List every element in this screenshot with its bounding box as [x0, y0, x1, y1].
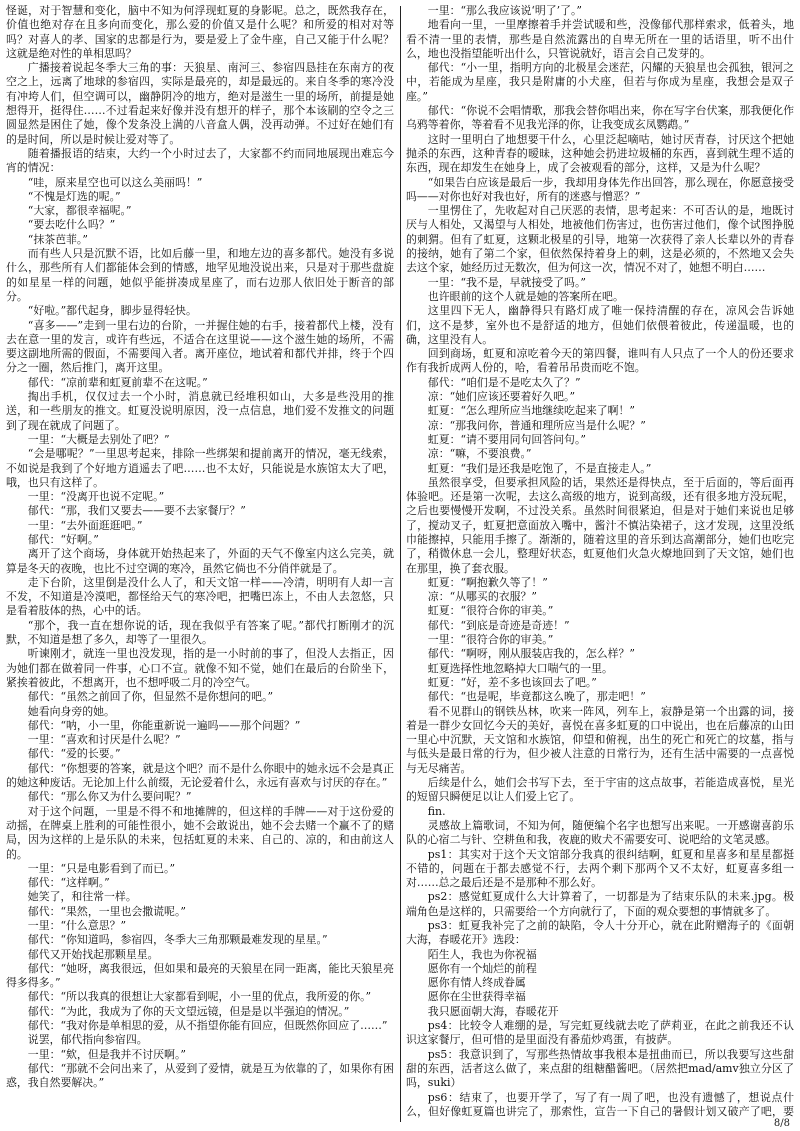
- paragraph: 凉：“她们应该还要着好久吧。”: [427, 390, 576, 404]
- paragraph: “大家，都很幸福呢。”: [27, 204, 132, 218]
- paragraph: 怪诞，对于智慧和变化，脑中不知为何浮现虹夏的身影呢。总之，既然我存在，价值也绝对存在且多向而变化，那么爱的价值又是什么呢？和所爱的相对对等吗？对喜人的孝、国家的忠都是行为，要是爱上了金牛座，自己又能于什么呢？这就是绝对性的单相思吗？: [6, 4, 394, 60]
- paragraph: 一里：“去外面逛逛吧。”: [27, 518, 143, 532]
- paragraph: ps6：结束了，也要开学了，写了有一周了吧，也没有遗憾了，想说点什么，但好像虹夏篇也讲完了，那索性，宣告一下自己的暑假计划又破产了吧，要: [406, 1090, 794, 1118]
- paragraph: 郁代：“啊呀，刚从服装店我的，怎么样？”: [427, 647, 635, 661]
- paragraph: 郁代：“到底是奇迹是奇迹！”: [427, 618, 570, 632]
- paragraph: 郁代：“好啊。”: [27, 532, 99, 546]
- paragraph: 一里愣住了，先收起对自己厌恶的表情，思考起来：不可否认的是，地既讨厌与人相处，又渴望与人相处，地被他们伤害过，也伤害过他们，像个试图挣脱的刺猬。但有了虹夏，这颗北极星的引导，地第一次获得了亲人长辈以外的青春的接纳，她有了第二个家，但依然保持着身上的刺，这是必须的，不然地又会失去这个家，她经历过无数次，但为何这一次，情况不对了，她想不明白……: [406, 204, 794, 275]
- paragraph: 随着播报语的结束，大约一个小时过去了，大家都不约而同地展现出难忘今宵的情况：: [6, 146, 394, 175]
- paragraph: 郁代：“你知道吗，参宿四，冬季大三角那颗最难发现的星星。”: [27, 933, 328, 947]
- paragraph: 郁代：“她呀，离我很远，但如果和最亮的天狼星在同一距离，能比天狼星亮得多得多。”: [6, 961, 394, 990]
- paragraph: 一里：“很符合你的审美。”: [427, 633, 554, 647]
- paragraph: 郁代：“果然，一里也会撒谎呢。”: [27, 904, 186, 918]
- paragraph: 郁代：“凉前辈和虹夏前辈不在这呢。”: [27, 375, 208, 389]
- paragraph: fin.: [427, 804, 446, 818]
- paragraph: “喜多——”走到一里右边的台阶，一并握住她的右手，接着都代上楼，没有去在意一里的发言，或许有些远，不适合在这里说——这个滋生她的场所，不需要这副地所需的假面，不需要闯入者。离开座位，地试着和都代并排，终于个四分之一圈，然后推门，离开这里。: [6, 318, 394, 375]
- paragraph: 陌生人，我也为你祝福: [427, 947, 537, 961]
- paragraph: 一里：“欸，但是我并不讨厌啊。”: [27, 1047, 186, 1061]
- paragraph: 愿你有情人终成眷属: [427, 976, 526, 990]
- paragraph: 郁代：“也是呢，毕竟都这么晚了，那走吧！”: [427, 690, 646, 704]
- paragraph: ps4：比较令人难绷的是，写完虹夏线就去吃了萨莉亚，在此之前我还不认识这家餐厅，但可惜的是里面没有番茄炒鸡蛋，有披萨。: [406, 1019, 794, 1047]
- paragraph: 她笑了，和往常一样。: [27, 890, 137, 904]
- right-text-column: [406, 4, 794, 1119]
- paragraph: 说罢，郁代指向参宿四。: [27, 1033, 148, 1047]
- paragraph: 虹夏：“我们是还我是吃饱了，不是直接走人。”: [427, 461, 652, 475]
- paragraph: 虹夏：“很符合你的审美。”: [427, 604, 554, 618]
- paragraph: 一里：“我不是，早就接受了吗。”: [427, 275, 586, 289]
- paragraph: 郁代：“你说不会唱情歌，那我会替你唱出来，你在写字台伏案，那我便化作乌鸦等着你，等着看不见我光泽的你，让我变成玄凤鹦鹉。”: [406, 104, 794, 132]
- paragraph: 一里：“大概是去别处了吧？”: [27, 432, 170, 446]
- paragraph: 郁代又开始找起那颗星星。: [27, 947, 159, 961]
- paragraph: 愿你在尘世获得幸福: [427, 990, 526, 1004]
- paragraph: 郁代：“我对你是单相思的爱，从不指望你能有回应，但既然你回应了……”: [27, 1019, 388, 1033]
- paragraph: 虹夏选择性地忽略掉大口喘气的一里。: [427, 661, 613, 675]
- paragraph: 也许眼前的这个人就是她的答案所在吧。: [427, 289, 624, 303]
- paragraph: 郁代：“小一里，指明方向的北极星会迷茫，闪耀的天狼星也会孤独，银河之中，若能成为星座，我只是附庸的小犬座，但若与你成为星座，我想会是双子座。”: [406, 61, 794, 103]
- paragraph: 地看向一里，一里摩擦着手并尝试暖和些，没像郁代那样索求，低着头，地看不清一里的表情，那些是自然流露出的自卑无所在一里的话语里，听不出什么，地也没指望能听出什么，只管说就好，语言会自己发芽的。: [406, 18, 794, 60]
- paragraph: 听谏刚才，就连一里也没发现，指的是一小时前的事了，但没人去指正，因为她们都在做着同一件事，心口不宣。就像不知不觉，她们在最后的台阶坐下，紧挨着彼此，不想离开，也不想呼吸二月的冷空气。: [6, 647, 394, 689]
- paragraph: ps2：感觉虹夏成什么大计算着了，一切都是为了结束乐队的未来.jpg。极端角色是这样的，只需要给一个方向就行了，下面的观众要想的事情就多了。: [406, 890, 794, 918]
- paragraph: 回到商场，虹夏和凉吃着今天的第四餐，谁叫有人只点了一个人的份还要求作有我折成两人份的，哈，看着吊吊贵而吃不饱。: [406, 347, 794, 375]
- paragraph: 郁代：“呐，小一里，你能重新说一遍吗——那个问题？”: [27, 718, 301, 732]
- paragraph: “好啦。”都代起身，脚步显得轻快。: [27, 304, 197, 318]
- paragraph: 郁代：“虽然之前回了你，但显然不是你想问的吧。”: [27, 690, 274, 704]
- paragraph: 郁代：“那，我们又要去——要不去家餐厅？”: [27, 504, 246, 518]
- paragraph: 郁代：“这样啊。”: [27, 876, 110, 890]
- paragraph: 郁代：“你想要的答案，就是这个吧？而不是什么你眼中的她永远不会是真正的她这种废话。无论加上什么前缀，无论爱着什么，永远有喜欢与讨厌的存在。”: [6, 761, 394, 790]
- paragraph: 郁代：“那就不会问出来了，从爱到了爱情，就是互为依靠的了，如果你有困惑，我自然要解决。”: [6, 1061, 394, 1090]
- paragraph: 郁代：“所以我真的很想让大家都看到呢，小一里的优点，我所爱的你。”: [27, 990, 372, 1004]
- paragraph: 虽然很享受，但要承担风险的话，果然还是得快点，至于后面的，等后面再体验吧。还是第一次呢，去这么高级的地方，说到高级，还有很多地方没玩呢，之后也要慢慢开发啊，不过没关系。虽然时间很紧迫，但是对于她们来说也足够了，搅动叉子，虹夏把意面放入嘴中，酱汁不慎沾染裙子，这才发现，这里没纸巾能擦掉，只能用手擦了。渐渐的，随着这里的音乐到达高潮部分，她们也吃完了，稍微休息一会儿，整理好状态，虹夏他们火急火燎地回到了天文馆，她们也在那里，换了套衣服。: [406, 475, 794, 575]
- paragraph: 虹夏：“请不要用同句回答问句。”: [427, 432, 586, 446]
- paragraph: 一里：“那么我应该说‘明了’了。”: [427, 4, 582, 17]
- paragraph: 离开了这个商场，身体就开始热起来了，外面的天气不像室内这么完美，就算是冬天的夜晚，也比不过空调的寒冷，虽然它倘也不分俏伴就是了。: [6, 547, 394, 575]
- paragraph: 后续是什么，她们会书写下去，至于宇宙的这点故事，若能造成喜悦，星光的短留只瞬便足以让人们爱上它了。: [406, 776, 794, 804]
- paragraph: 一里：“没离开也说不定呢。”: [27, 490, 165, 504]
- paragraph: 对于这个问题，一里是不得不和地摊牌的，但这样的手牌——对于这份爱的动摇，在牌桌上胜利的可能性很小，她不会敢说出，她不会去赌一个赢不了的赌局，因为这样的上是乐队的未来，包括虹夏的未来、自己的、凉的，和由前这人的。: [6, 804, 394, 861]
- paragraph: 看不见群山的钢铁丛林，吹来一阵风，列车上，寂静是第一个出露的词，接着是一群少女回忆今天的美好，喜悦在喜多虹夏的口中说出，也在后藤凉的山田一里心中沉默，天文馆和水族馆，仰望和俯视，出生的死亡和死亡的坟墓，指与与低头是最日常的行为，但少被人注意的日常行为，还有生活中需要的一点喜悦与无尽痛苦。: [406, 704, 794, 775]
- paragraph: “抹茶芭菲。”: [27, 232, 88, 246]
- paragraph: ps5：我意识到了，写那些热情故事我根本是扭曲而已，所以我要写这些甜甜的东西，活者这么做了，来点甜的组糖醋酱吧。（居然把mad/amv独立分区了吗，suki）: [406, 1047, 794, 1090]
- paragraph: “要去吃什么吗？”: [27, 218, 116, 232]
- paragraph: “会是哪呢？”一里思考起来，排除一些绑架和提前离开的情况，毫无线索，不如说是我到了个好地方逍遥去了吧……也不太好，只能说是水族馆太大了吧，哦，也只有这样了。: [6, 447, 394, 489]
- paragraph: 这时一里明白了地想要干什么，心里泛起嘀咕，她讨厌青春，讨厌这个把她抛杀的东西，这种青春的暧昧，这种她会扔进垃圾桶的东西，喜到就生理不适的东西，现在却发生在她身上，成了会被观看的部分，这样，又是为什么呢？: [406, 132, 794, 175]
- paragraph: ps3：虹夏我补完了之前的缺陷，令人十分开心，就在此附赠海子的《面朝大海，春暖花开》选段：: [406, 919, 794, 947]
- paragraph: 灵感故上篇歌词，不知为何，随便编个名字也想写出来呢。一开感谢喜韵乐队的心宿二与针、空耕鱼和我，夜鹿的败犬不需要安可、说吧给的文笔灵感。: [406, 818, 794, 847]
- paragraph: 广播接着说起冬季大三角的事：天狼星、南河三、参宿四恳挂在东南方的夜空之上，远离了地球的参宿四，实际是最亮的，却是最远的。来自冬季的寒冷没有冲垮人们，但空调可以，幽静阴冷的地方，绝对是滋生一里的场所，前提是她想得开，挺得住……不过看起来好像并没有想开的样子，那个本该刷的空令之三圆显然是困住了她，像个发条没上满的八音盒人偶，没再动弹。不过好在她们有的是时间，所以是时候让爱对等了。: [6, 61, 394, 146]
- page-number: 8/8: [773, 1118, 790, 1129]
- paragraph: 郁代：“爱的长要。”: [27, 747, 121, 761]
- paragraph: 郁代：“那么你又为什么要问呢？”: [27, 790, 192, 804]
- paragraph: 我只愿面朝大海，春暖花开: [427, 1004, 559, 1018]
- paragraph: 而有些人只是沉默不语，比如后藤一里，和地左边的喜多都代。她没有多说什么，那些所有人们都能体会到的情感，地罕见地没说出来，只是对于那些盘旋的如星星一样的问题，她似乎能拼凑成星座了，而右边那人依旧处于断音的部分。: [6, 247, 394, 303]
- paragraph: “那个，我一直在想你说的话，现在我似乎有答案了呢。”都代打断刚才的沉默，不知道是想了多久，却等了一里很久。: [6, 618, 394, 647]
- paragraph: “如果告白应该是最后一步，我却用身体先作出回答，那么现在，你愿意接受吗——对你也好对我也好，所有的迷惑与憎恶？”: [406, 175, 794, 203]
- paragraph: 虹夏：“好，差不多也该回去了吧。”: [427, 675, 597, 689]
- paragraph: 郁代：“为此，我成为了你的天文望远镜，但是是以半强迫的情况。”: [27, 1004, 350, 1018]
- paragraph: 这里四下无人，幽静得只有路灯成了唯一保持清醒的存在，凉风会告诉她们，这不是梦，室外也不是舒适的地方，但她们依偎着彼此，传递温暖，也的确，这里没有人。: [406, 304, 794, 346]
- paragraph: 一里：“喜欢和讨厌是什么呢？”: [27, 733, 181, 747]
- paragraph: 虹夏：“啊抱歉久等了！”: [427, 575, 548, 589]
- column-divider: [394, 4, 406, 1131]
- paragraph: 一里：“只是电影看到了而已。”: [27, 861, 176, 875]
- paragraph: “哇，原来星空也可以这么美丽吗！”: [27, 175, 203, 189]
- paragraph: 走下台阶，这里倒是没什么人了，和天文馆一样——冷清，明明有人却一言不发，不知道是冷漠吧，都怪给天气的寒冷吧，把嘴巴冻上，不由人去忽悠，只是看着肢体的热，心中的话。: [6, 575, 394, 618]
- paragraph: 掏出手机，仅仅过去一个小时，消息就已经堆积如山，大多是些没用的推送，和一些朋友的推文。虹夏没说明原因，没一点信息，地们爱不发推文的问题到了现在就成了问题了。: [6, 390, 394, 432]
- paragraph: 郁代：“咱们是不是吃太久了？”: [427, 375, 581, 389]
- paragraph: 凉：“从哪买的衣服？”: [427, 590, 537, 604]
- paragraph: 凉：“嘛，不要浪费。”: [427, 447, 532, 461]
- paragraph: 一里：“什么意思？”: [27, 919, 127, 932]
- paragraph: 凉：“那我问你，普通和理所应当是什么呢？”: [427, 418, 646, 432]
- paragraph: ps1：其实对于这个天文馆部分我真的很纠结啊，虹夏和星喜多和星星都挺不错的，问题在于都去感觉不行，去两个剩下那两个又不太好，虹夏喜多组一对……总之最后还是不是那种不那么好。: [406, 847, 794, 890]
- paragraph: 她看向身旁的她。: [27, 704, 115, 718]
- paragraph: 虹夏：“怎么理所应当地继续吃起来了啊！”: [427, 404, 635, 418]
- left-text-column: [6, 4, 394, 1119]
- paragraph: 愿你有一个灿烂的前程: [427, 961, 537, 975]
- paragraph: “不愧是灯选的呢。”: [27, 189, 121, 203]
